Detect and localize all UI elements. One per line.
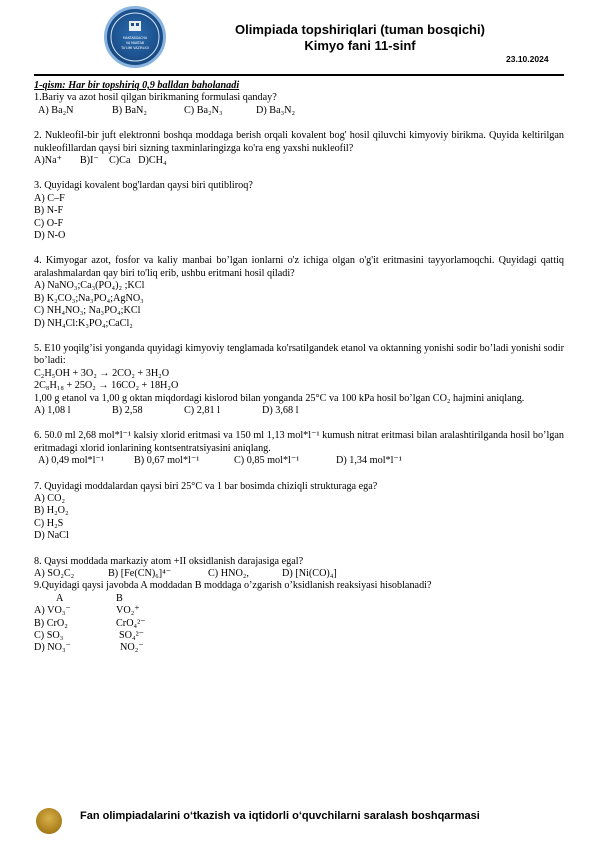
question-text: 9.Quyidagi qaysi javobda A moddadan B moddaga o’zgarish o’ksidlanish reaksiyasi hisoblanadi? [34,580,432,592]
question-text: 4. Kimyogar azot, fosfor va kaliy manbai bo’lgan ionlarni o'z ichiga olgan o'g'it eritmasini tayyorlamoqchi. Quyidagi qattiq aralashmalardan qay biri to'liq erib, ushbu eritmani hosil qiladi? [34,255,564,279]
option-substance-a: D) NO₃⁻ [34,642,71,654]
option-a[interactable]: A) SO₂C₂ [34,568,75,579]
question-text-2: 1,00 g etanol va 1,00 g oktan miqdordagi kislorod bilan yonganda 25°C va 100 kPa hosil bo’lgan CO₂ hajmini aniqlang. [34,392,525,404]
option-a[interactable]: A) CO₂ [34,492,66,504]
option-d[interactable]: D) Ba₃N₂ [256,104,296,116]
question-5 [34,343,564,417]
question-text: 1.Bariy va azot hosil qilgan birikmaning formulasi qanday? [34,92,277,104]
question-text: 7. Quyidagi moddalardan qaysi biri 25°C va 1 bar bosimda chiziqli strukturaga ega? [34,480,378,492]
header-divider [34,74,564,76]
option-c[interactable]: C) Ba₂N₃ [184,104,223,116]
option-c[interactable]: C) 0,85 mol*l⁻¹ [234,455,300,467]
question-text: 5. E10 yoqilg’isi yonganda quyidagi kimyoviy tenglamada ko'rsatilgandek etanol va oktanning yonishi sodir bo’ladi yonishi sodir bo’ladi: [34,342,564,367]
footer-text: Fan olimpiadalarini o‘tkazish va iqtidorli o‘quvchilarni saralash boshqarmasi [80,810,480,822]
answer-options [34,105,564,117]
question-6 [34,430,564,467]
option-c[interactable]: C) NH₄NO₃; Na₃PO₄;KCl [34,305,141,317]
logo-line-1: MAKTABGACHA [122,36,148,40]
question-4 [34,255,564,329]
option-b[interactable] [34,618,564,630]
question-9 [34,580,564,654]
option-c[interactable]: C) O-F [34,217,64,229]
option-substance-a: A) VO₃⁻ [34,605,71,617]
option-b[interactable]: B) 0,67 mol*l⁻¹ [134,455,200,467]
option-a[interactable]: A) 0,49 mol*l⁻¹ [38,455,104,467]
column-headers [34,593,564,605]
question-3 [34,180,564,242]
option-substance-b: NO₂⁻ [120,642,144,654]
option-d[interactable]: D) NH₄Cl:K₃PO₄;CaCl₂ [34,317,133,329]
option-c[interactable]: C) H₂S [34,517,64,529]
option-a[interactable]: A) 1,08 l [34,404,71,416]
column-b-label: B [116,592,123,604]
question-7 [34,481,564,543]
logo-line-2: VA MAKTAB [125,41,145,45]
equation-ethanol: C₂H₅OH + 3O₂ → 2CO₂ + 3H₂O [34,367,170,379]
option-b[interactable]: B) N-F [34,205,64,217]
equation-octane: 2C₈H₁₈ + 25O₂ → 16CO₂ + 18H₂O [34,380,179,392]
section-title: 1-qism: Har bir topshiriq 0,9 balldan baholanadi [34,80,240,91]
option-substance-b: CrO₄²⁻ [116,617,146,629]
question-1 [34,92,564,117]
option-substance-b: VO₂⁺ [116,605,140,617]
option-a[interactable]: A) C–F [34,192,65,204]
answer-options[interactable]: A)Na⁺ B)I⁻ C)Ca D)CH₄ [34,155,167,167]
option-c[interactable]: C) 2,81 l [184,404,220,416]
answer-options [34,405,564,417]
title-line-1: Olimpiada topshiriqlari (tuman bosqichi) [235,22,485,37]
question-2 [34,130,564,167]
question-text: 8. Qaysi moddada markaziy atom +II oksidlanish darajasiga egal? [34,555,304,567]
question-list [34,80,564,655]
option-d[interactable]: D) 3,68 l [262,404,299,416]
column-a-label: A [56,592,64,604]
option-a[interactable]: A) NaNO₃;Ca₃(PO₄)₂ ;KCl [34,280,145,292]
answer-options [34,455,564,467]
question-text: 6. 50.0 ml 2,68 mol*l⁻¹ kalsiy xlorid eritmasi va 150 ml 1,13 mol*l⁻¹ kumush nitrat eritmasi bilan aralashtirilganda hosil bo’lgan eritmadagi xlorid ionlarining kontsentratsiyasini aniqlang. [34,430,564,454]
option-d[interactable] [34,642,564,654]
option-d[interactable]: D) N-O [34,230,66,242]
option-d[interactable]: D) NaCl [34,530,69,542]
option-a[interactable] [34,605,564,617]
title-line-2: Kimyo fani 11-sinf [304,38,416,53]
option-substance-b: SO₄²⁻ [119,630,145,642]
page-title [210,22,510,54]
answer-options [34,568,564,580]
option-c[interactable]: C) HNO₂, [208,568,249,579]
question-8 [34,556,564,581]
option-b[interactable]: B) 2,58 [112,404,143,416]
option-d[interactable]: D) [Ni(CO)₄] [282,568,337,579]
question-text: 2. Nukleofil-bir juft elektronni boshqa moddaga berish orqali kovalent bog' hosil qiluvchi kimyoviy birikma. Quyida keltirilgan nukleofillardan qaysi biri sizning taxminlaringizga ko'ra eng yaxshi nukleofil? [34,130,564,154]
option-b[interactable]: B) [Fe(CN)₆]⁴⁻ [108,568,172,579]
option-substance-a: B) CrO₂ [34,617,68,629]
option-substance-a: C) SO₃ [34,630,64,642]
option-b[interactable]: B) K₂CO₃;Na₃PO₄;AgNO₃ [34,292,144,304]
option-d[interactable]: D) 1,34 mol*l⁻¹ [336,455,402,467]
option-a[interactable]: A) Ba₂N [38,104,74,116]
date-label: 23.10.2024 [506,54,549,64]
question-text: 3. Quyidagi kovalent bog'lardan qaysi biri qutibliroq? [34,180,253,192]
option-b[interactable]: B) H₂O₂ [34,505,69,517]
option-c[interactable] [34,630,564,642]
logo-line-3: TA'LIMI VAZIRLIGI [121,46,149,50]
ministry-logo [104,6,166,68]
option-b[interactable]: B) BaN₂ [112,104,147,116]
footer-emblem-icon [36,808,62,834]
